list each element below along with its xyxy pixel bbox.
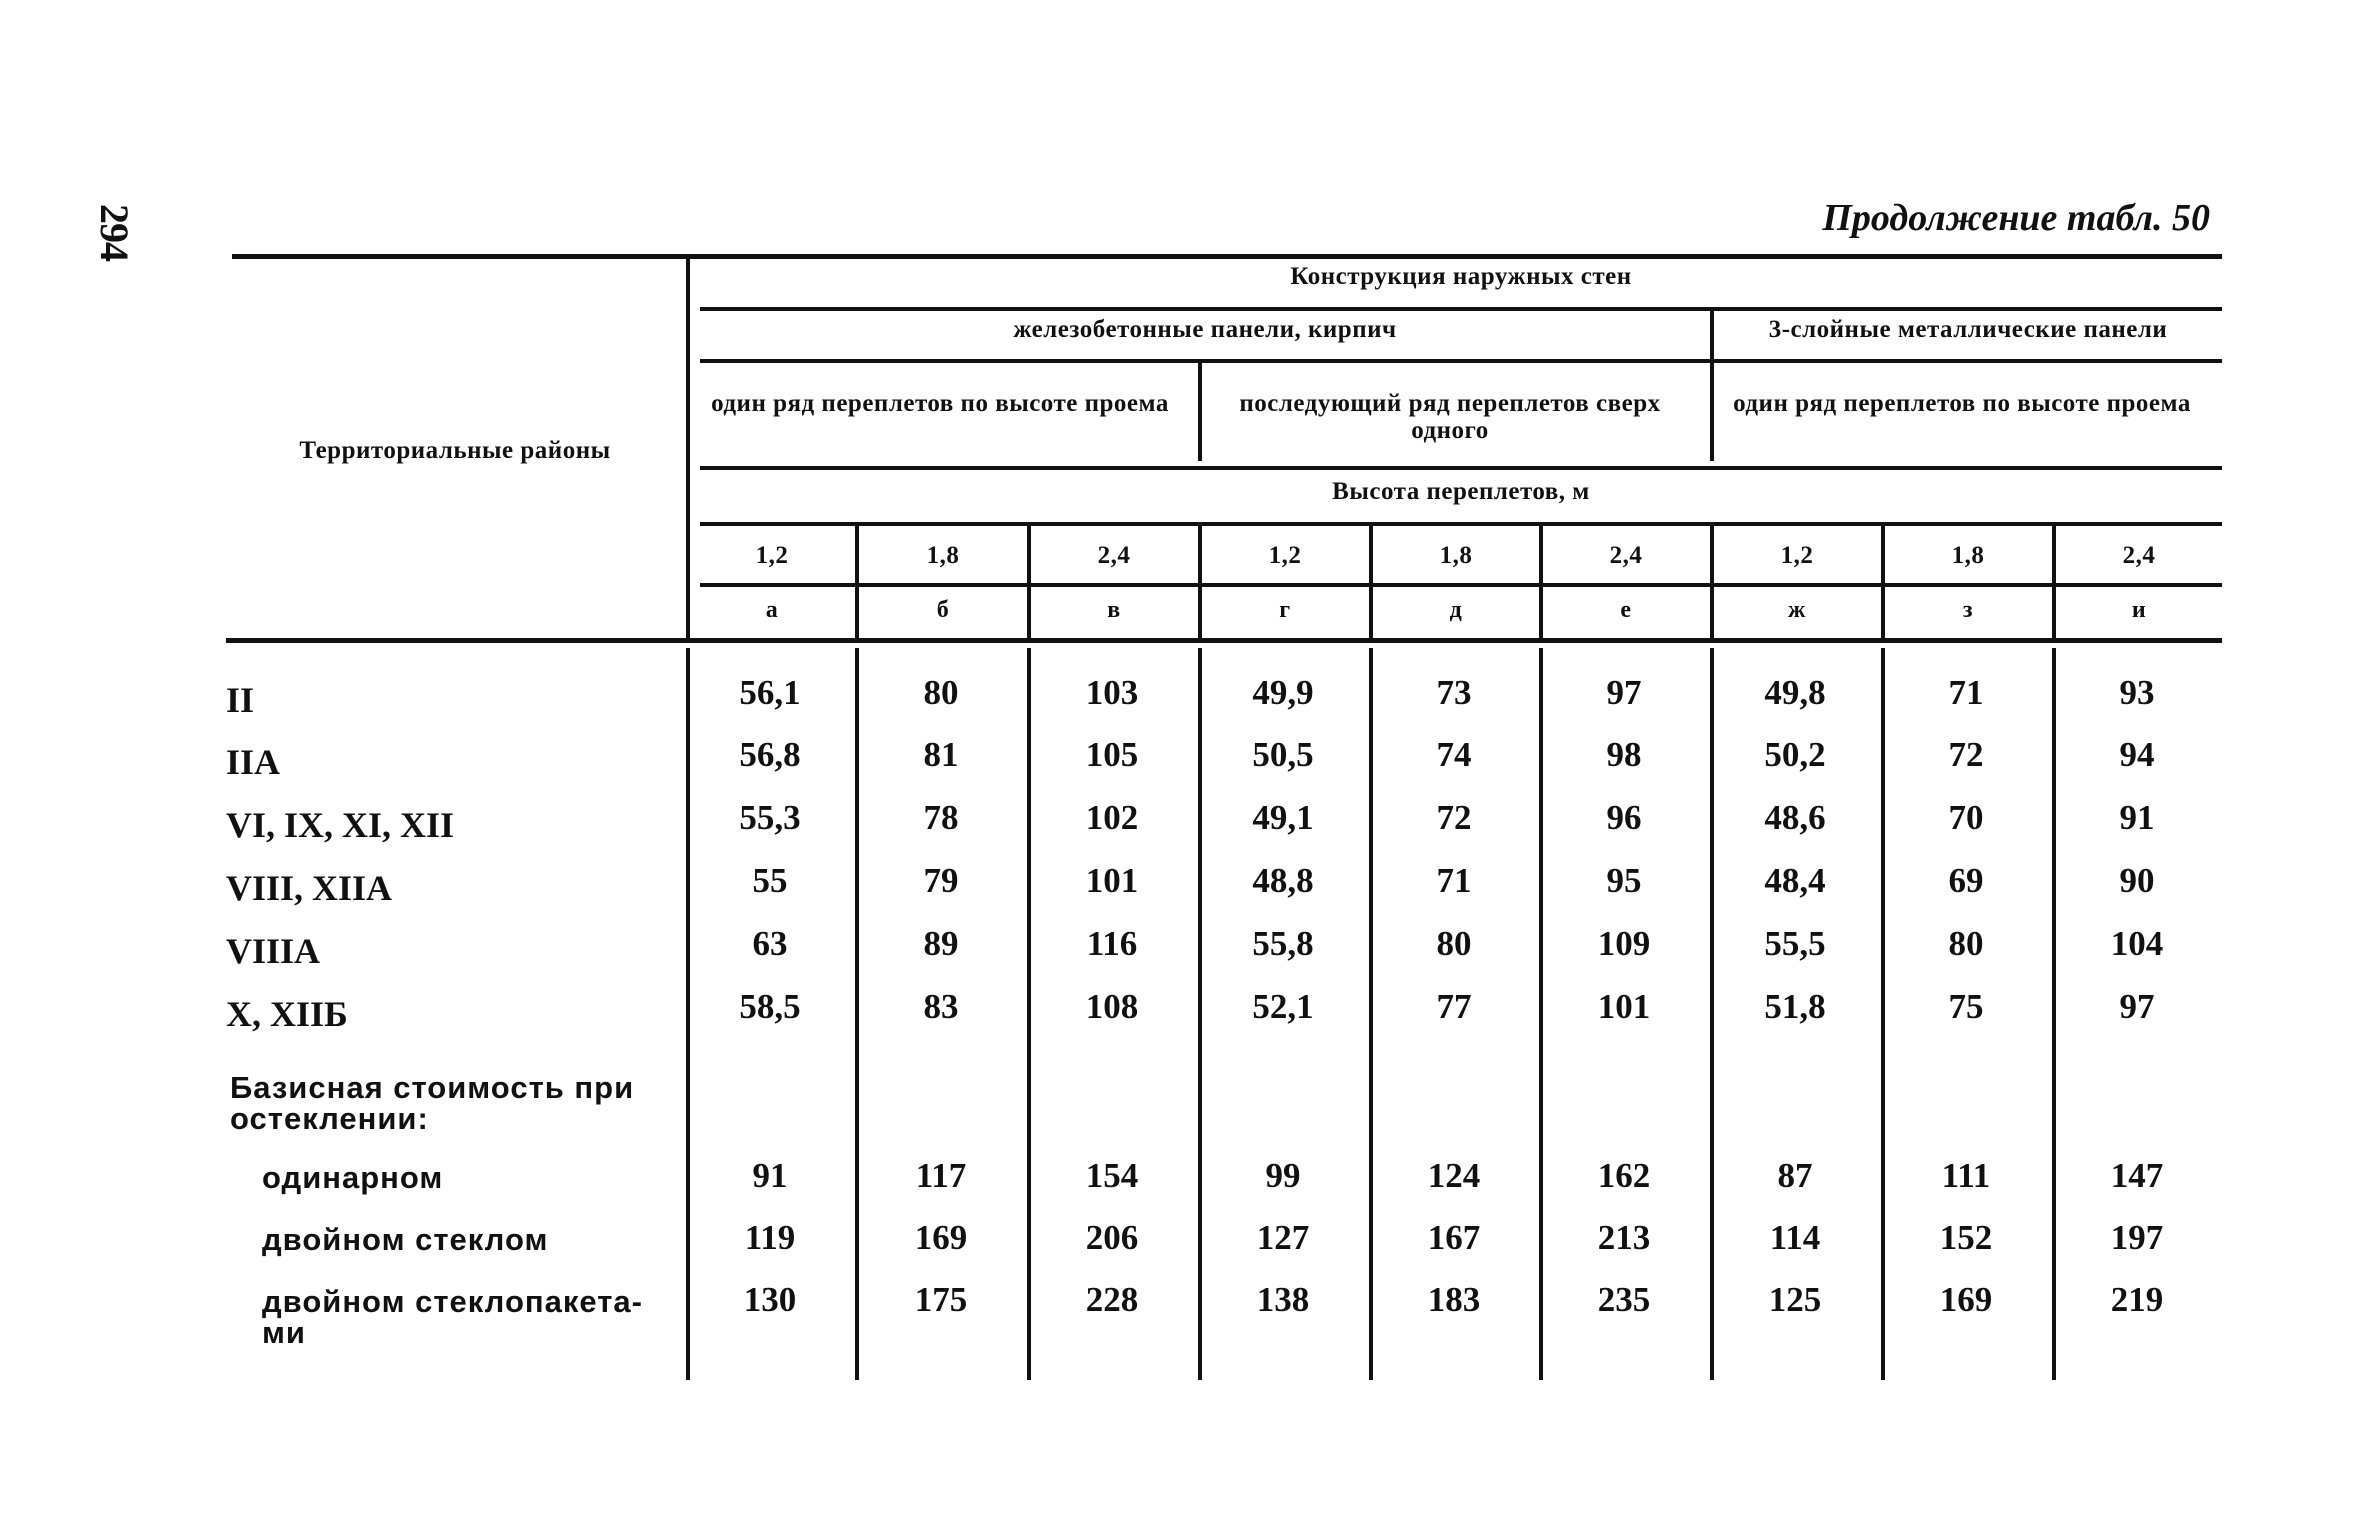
table-cell: 50,5	[1252, 735, 1314, 774]
base-cost-cell: 91	[752, 1156, 788, 1195]
height-header: Высота переплетов, м	[1332, 478, 1590, 505]
table-cell: 74	[1436, 735, 1472, 774]
top-rule	[232, 254, 2222, 259]
table-cell: 72	[1436, 798, 1472, 837]
table-cell: 108	[1085, 987, 1139, 1026]
base-cost-cell: 206	[1085, 1218, 1139, 1257]
base-cost-cell: 114	[1769, 1218, 1821, 1257]
rule-under-groups	[700, 359, 2222, 363]
group-header-metal-panels: 3-слойные металлические панели	[1768, 316, 2168, 343]
base-row-label-1: двойном стеклом	[262, 1222, 549, 1257]
table-cell: 48,4	[1764, 861, 1826, 900]
subgroup-header-3: один ряд переплетов по высоте проема	[1733, 390, 2191, 417]
base-cost-cell: 87	[1777, 1156, 1813, 1195]
base-cost-cell: 162	[1597, 1156, 1651, 1195]
table-cell: 116	[1086, 924, 1138, 963]
base-cost-cell: 197	[2110, 1218, 2164, 1257]
body-divider-6	[1710, 648, 1714, 1380]
table-cell: 77	[1436, 987, 1472, 1026]
table-cell: 83	[923, 987, 959, 1026]
table-cell: 78	[923, 798, 959, 837]
subgroup-divider	[1198, 361, 1202, 461]
table-cell: 71	[1436, 861, 1472, 900]
base-cost-cell: 125	[1768, 1280, 1822, 1319]
rule-under-subgroups	[700, 466, 2222, 470]
base-cost-cell: 169	[914, 1218, 968, 1257]
row-label-4: VIIIА	[226, 931, 321, 971]
table-cell: 79	[923, 861, 959, 900]
table-cell: 97	[2119, 987, 2155, 1026]
table-cell: 80	[1436, 924, 1472, 963]
table-cell: 56,1	[739, 673, 801, 712]
table-cell: 102	[1085, 798, 1139, 837]
body-divider-1	[855, 648, 859, 1380]
table-cell: 95	[1606, 861, 1642, 900]
base-cost-cell: 127	[1256, 1218, 1310, 1257]
table-cell: 97	[1606, 673, 1642, 712]
table-cell: 51,8	[1764, 987, 1826, 1026]
table-cell: 48,6	[1764, 798, 1826, 837]
table-cell: 63	[752, 924, 788, 963]
table-cell: 70	[1948, 798, 1984, 837]
base-cost-cell: 219	[2110, 1280, 2164, 1319]
body-divider-2	[1027, 648, 1031, 1380]
table-cell: 55	[752, 861, 788, 900]
letter-col-i: и	[2131, 597, 2147, 623]
height-col-e: 2,4	[1609, 542, 1643, 569]
height-col-d: 1,8	[1439, 542, 1473, 569]
base-cost-cell: 154	[1085, 1156, 1139, 1195]
height-col-zh: 1,2	[1780, 542, 1814, 569]
table-cell: 109	[1597, 924, 1651, 963]
table-cell: 101	[1597, 987, 1651, 1026]
table-cell: 80	[1948, 924, 1984, 963]
table-cell: 80	[923, 673, 959, 712]
table-cell: 96	[1606, 798, 1642, 837]
base-cost-cell: 111	[1941, 1156, 1991, 1195]
table-cell: 105	[1085, 735, 1139, 774]
table-cell: 58,5	[739, 987, 801, 1026]
base-cost-cell: 167	[1427, 1218, 1481, 1257]
table-cell: 69	[1948, 861, 1984, 900]
table-cell: 49,9	[1252, 673, 1314, 712]
table-cell: 55,5	[1764, 924, 1826, 963]
subgroup-header-2: последующий ряд переплетов сверх одного	[1239, 390, 1661, 444]
page-number: 294	[92, 204, 137, 261]
height-col-g: 1,2	[1268, 542, 1302, 569]
letter-col-z: з	[1962, 597, 1974, 623]
height-col-i: 2,4	[2122, 542, 2156, 569]
rule-under-heights	[700, 583, 2222, 587]
table-cell: 90	[2119, 861, 2155, 900]
base-cost-cell: 99	[1265, 1156, 1301, 1195]
base-cost-cell: 169	[1939, 1280, 1993, 1319]
base-cost-label: Базисная стоимость при остеклении:	[230, 1070, 635, 1136]
table-cell: 73	[1436, 673, 1472, 712]
table-cell: 75	[1948, 987, 1984, 1026]
base-cost-cell: 152	[1939, 1218, 1993, 1257]
body-divider-5	[1539, 648, 1543, 1380]
height-col-b: 1,8	[926, 542, 960, 569]
col-divider-1	[855, 524, 859, 638]
height-col-z: 1,8	[1951, 542, 1985, 569]
base-cost-cell: 175	[914, 1280, 968, 1319]
subgroup-header-1: один ряд переплетов по высоте проема	[711, 390, 1169, 417]
header-bottom-rule	[226, 638, 2222, 643]
group-header-concrete-brick: железобетонные панели, кирпич	[1013, 316, 1397, 343]
table-cell: 81	[923, 735, 959, 774]
letter-col-g: г	[1279, 597, 1291, 623]
table-cell: 98	[1606, 735, 1642, 774]
height-col-a: 1,2	[755, 542, 789, 569]
row-label-3: VIII, XIIА	[226, 868, 393, 908]
table-cell: 52,1	[1252, 987, 1314, 1026]
row-label-1: IIА	[226, 742, 281, 782]
table-cell: 49,1	[1252, 798, 1314, 837]
body-divider-3	[1198, 648, 1202, 1380]
table-cell: 93	[2119, 673, 2155, 712]
table-cell: 49,8	[1764, 673, 1826, 712]
base-row-label-0: одинарном	[262, 1160, 444, 1195]
body-divider-7	[1881, 648, 1885, 1380]
base-cost-cell: 235	[1597, 1280, 1651, 1319]
row-label-5: X, XIIБ	[226, 994, 348, 1034]
height-col-v: 2,4	[1097, 542, 1131, 569]
row-label-2: VI, IX, XI, XII	[226, 805, 455, 845]
table-cell: 91	[2119, 798, 2155, 837]
table-continuation-title: Продолжение табл. 50	[1822, 197, 2210, 239]
table-cell: 89	[923, 924, 959, 963]
base-cost-cell: 183	[1427, 1280, 1481, 1319]
base-row-label-2: двойном стеклопакета-ми	[262, 1284, 643, 1350]
base-cost-cell: 138	[1256, 1280, 1310, 1319]
letter-col-v: в	[1107, 597, 1121, 623]
table-cell: 48,8	[1252, 861, 1314, 900]
table-cell: 55,3	[739, 798, 801, 837]
base-cost-cell: 213	[1597, 1218, 1651, 1257]
base-cost-cell: 228	[1085, 1280, 1139, 1319]
row-label-0: II	[226, 680, 255, 720]
base-cost-cell: 117	[915, 1156, 967, 1195]
table-cell: 104	[2110, 924, 2164, 963]
table-cell: 50,2	[1764, 735, 1826, 774]
base-cost-cell: 124	[1427, 1156, 1481, 1195]
letter-col-b: б	[936, 597, 950, 623]
table-cell: 72	[1948, 735, 1984, 774]
table-cell: 71	[1948, 673, 1984, 712]
wall-construction-header: Конструкция наружных стен	[1290, 263, 1632, 290]
rule-under-wall-header	[700, 307, 2222, 311]
body-divider-4	[1369, 648, 1373, 1380]
letter-col-d: д	[1449, 597, 1463, 623]
row-header: Территориальные районы	[299, 437, 611, 464]
table-cell: 101	[1085, 861, 1139, 900]
base-cost-cell: 130	[743, 1280, 797, 1319]
letter-col-e: е	[1620, 597, 1632, 623]
rule-under-height-header	[700, 522, 2222, 526]
letter-col-a: а	[765, 597, 779, 623]
table-cell: 55,8	[1252, 924, 1314, 963]
row-header-divider	[686, 258, 690, 640]
table-cell: 103	[1085, 673, 1139, 712]
letter-col-zh: ж	[1788, 597, 1806, 623]
base-cost-cell: 119	[744, 1218, 796, 1257]
body-divider-8	[2052, 648, 2056, 1380]
table-cell: 56,8	[739, 735, 801, 774]
body-divider-0	[686, 648, 690, 1380]
base-cost-cell: 147	[2110, 1156, 2164, 1195]
table-cell: 94	[2119, 735, 2155, 774]
